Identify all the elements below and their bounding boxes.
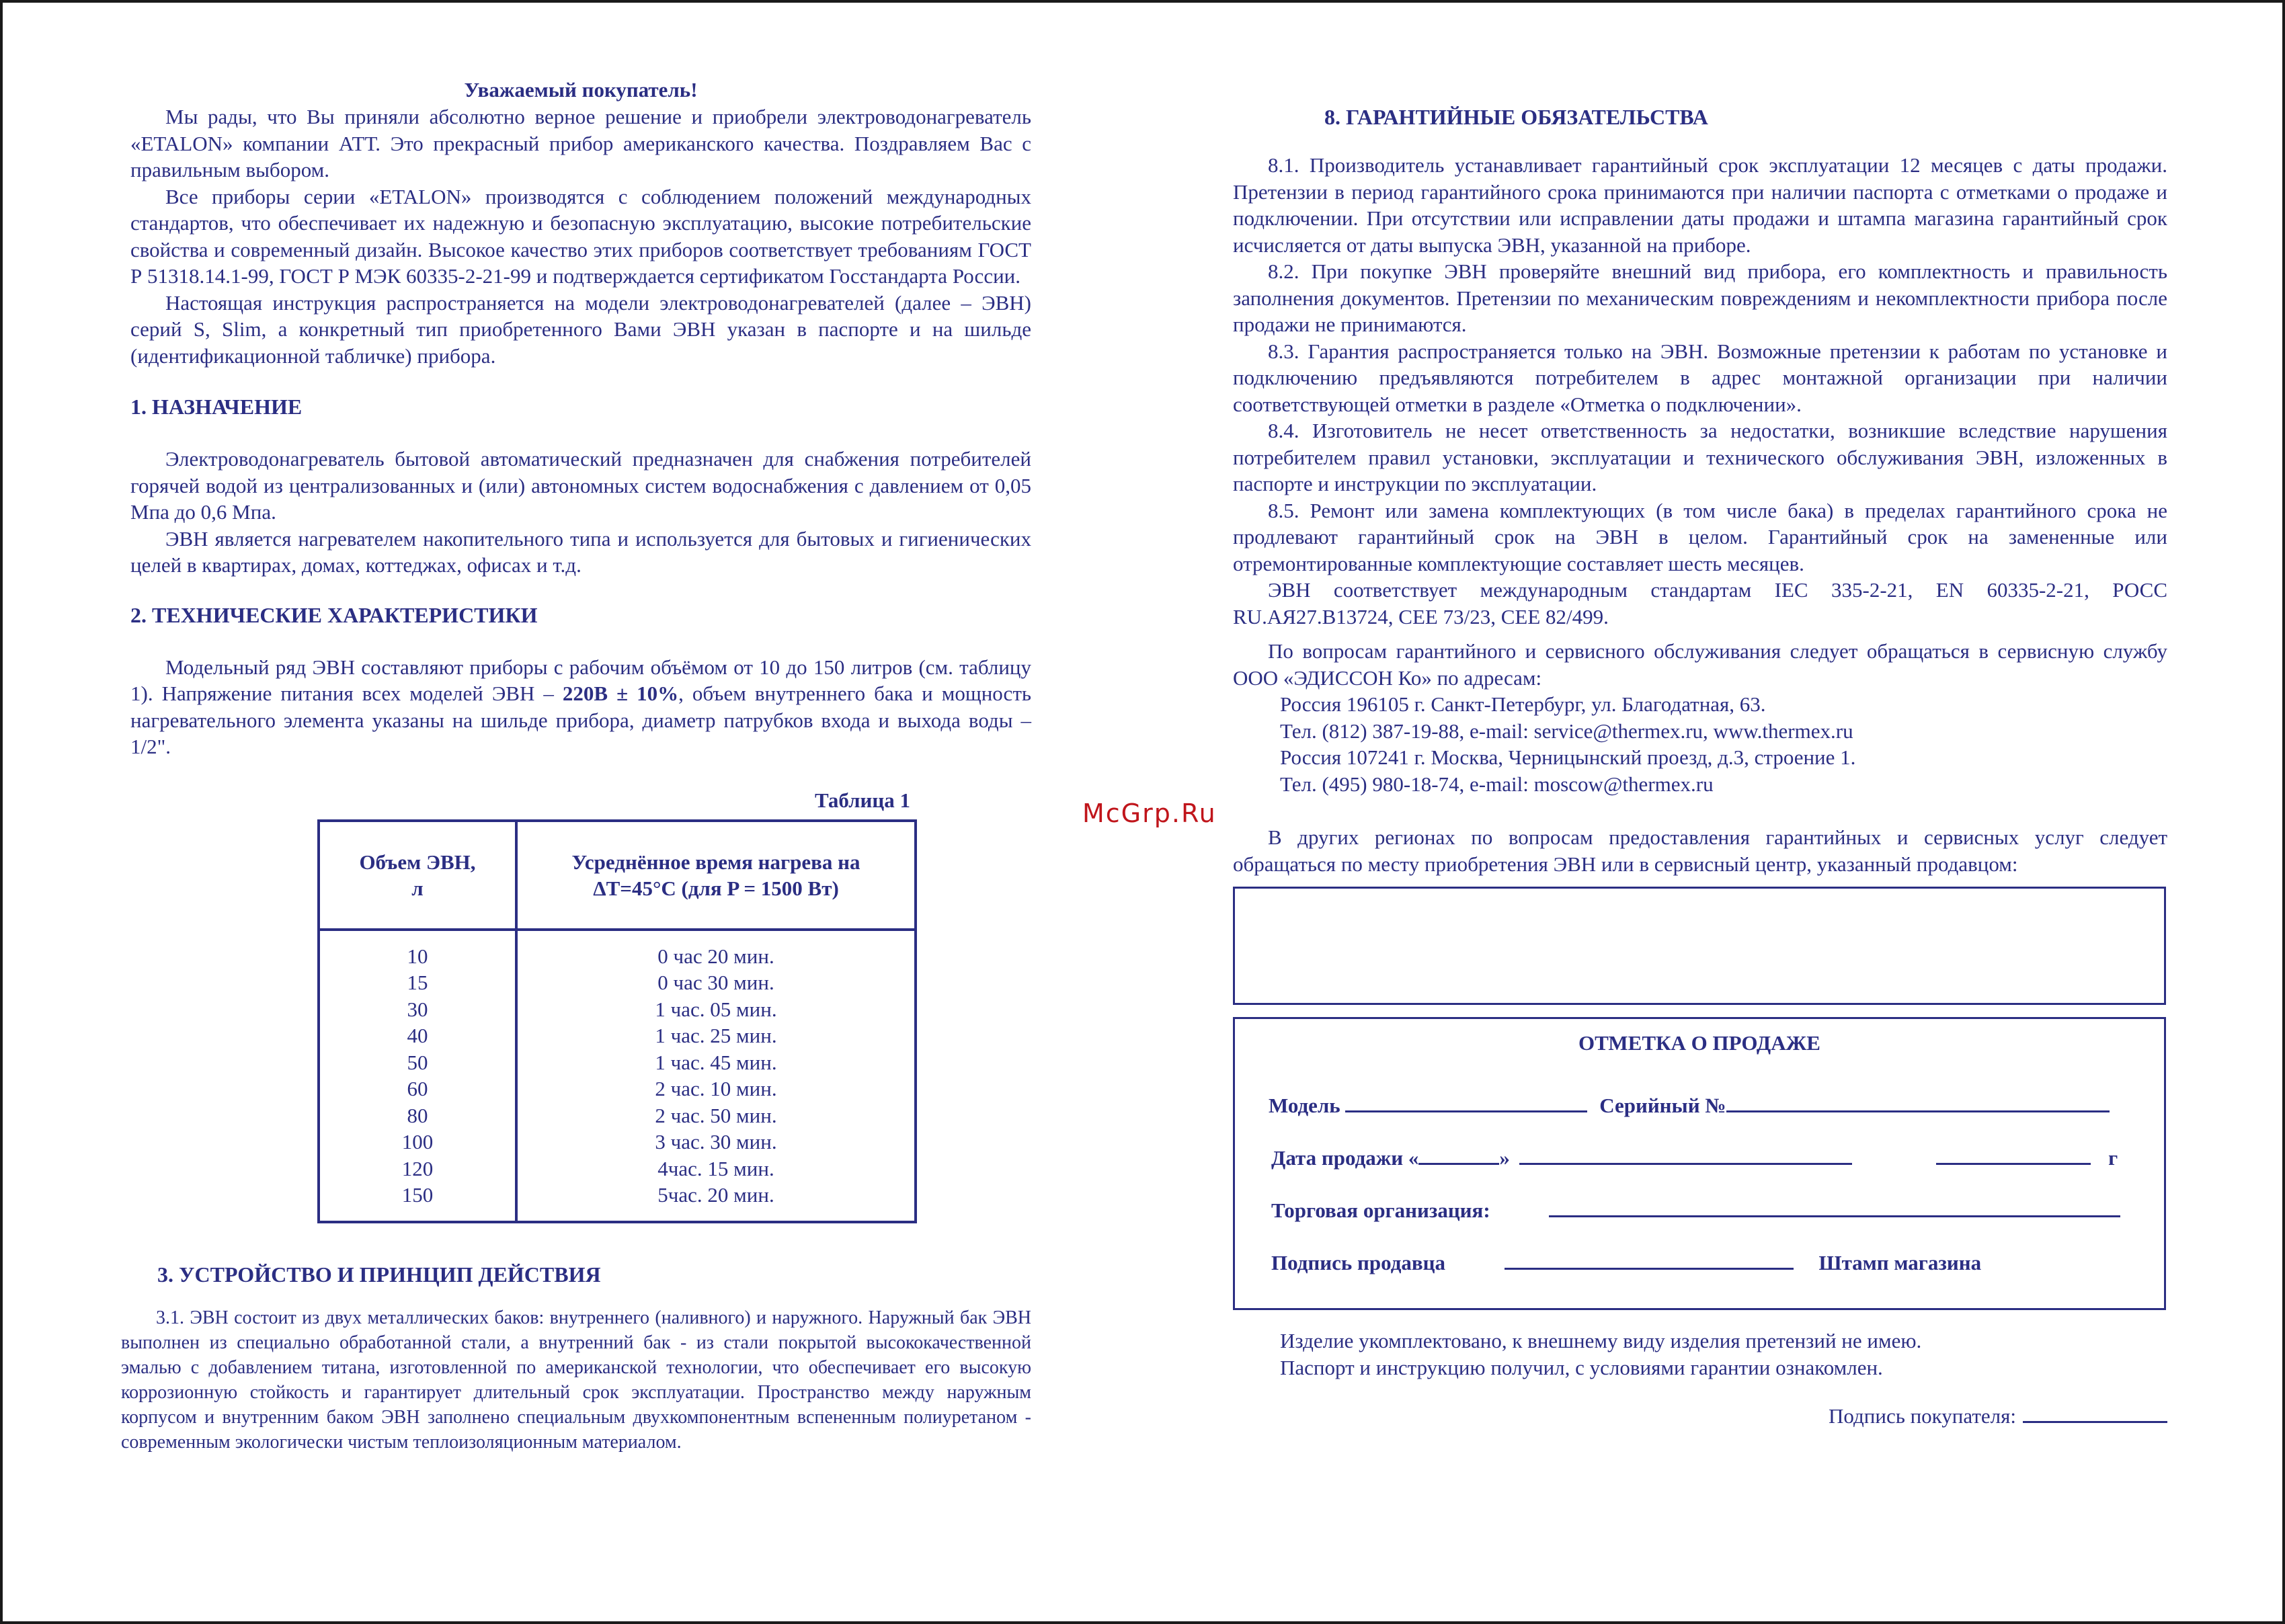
greeting-heading: Уважаемый покупатель!	[464, 78, 698, 102]
intro-paragraph-2: Все приборы серии «ETALON» производятся с соблюдением положений международных стандартов, что обеспечивает их надежную и безопасную эксплуатацию, высокие потребительские свойства и современный дизайн. Высокое качество этих приборов соответствует требованиям ГОСТ Р 51318.14.1-99, ГОСТ Р МЭК 60335-2-21-99 и подтверждается сертификатом Госстандарта России.	[130, 184, 1031, 288]
section-2-text-b: , объем внутреннего бака и мощность нагревательного элемента указаны на шильде прибора, диаметр патрубков входа и выхода воды – 1/2".	[130, 682, 1032, 758]
time-cell: 1 час. 05 мин.	[655, 997, 777, 1021]
section-2-text-a: Модельный ряд ЭВН составляют приборы с рабочим объёмом от 10 до 150 литров (см. таблицу 1). Напряжение питания всех моделей ЭВН –	[130, 655, 1031, 705]
date-label: Дата продажи «	[1271, 1146, 1419, 1170]
seller-signature-field[interactable]	[1271, 1249, 1981, 1275]
table-body-row	[319, 930, 916, 1222]
serial-line	[1726, 1092, 2110, 1112]
contacts-spb: Тел. (812) 387-19-88, e-mail: service@thermex.ru, www.thermex.ru	[1280, 719, 1853, 743]
month-line	[1519, 1144, 1852, 1165]
intro-paragraph-1: Мы рады, что Вы приняли абсолютно верное решение и приобрели электроводонагреватель «ETALON» компании АТТ. Это прекрасный прибор американского качества. Поздравляем Вас с правильным выбором.	[130, 105, 1031, 181]
section-3-title: 3. УСТРОЙСТВО И ПРИНЦИП ДЕЙСТВИЯ	[157, 1262, 601, 1287]
section-2-title: 2. ТЕХНИЧЕСКИЕ ХАРАКТЕРИСТИКИ	[130, 602, 538, 627]
date-close: »	[1499, 1146, 1510, 1170]
warranty-8-3: 8.3. Гарантия распространяется только на ЭВН. Возможные претензии к работам по установке и подключению предъявляются потребителем в адрес монтажной организации при наличии соответствующей отметки в разделе «Отметка о подключении».	[1233, 339, 2167, 416]
volume-cell: 30	[407, 997, 428, 1021]
time-cell: 4час. 15 мин.	[657, 1156, 774, 1180]
time-cell: 2 час. 50 мин.	[655, 1103, 777, 1127]
contacts-msk: Тел. (495) 980-18-74, e-mail: moscow@thermex.ru	[1280, 772, 1714, 796]
standards-paragraph: ЭВН соответствует международным стандартам IEC 335-2-21, EN 60335-2-21, РОСС RU.АЯ27.В13724, CEE 73/23, CEE 82/499.	[1233, 578, 2167, 628]
left-column	[121, 77, 1032, 1455]
volume-cell: 60	[407, 1077, 428, 1100]
volume-cell: 15	[407, 971, 428, 994]
address-spb: Россия 196105 г. Санкт-Петербург, ул. Благодатная, 63.	[1280, 692, 1766, 716]
warranty-8-5: 8.5. Ремонт или замена комплектующих (в том числе бака) в пределах гарантийного срока не продлевают гарантийный срок на ЭВН в целом. Гарантийный срок на замененные или отремонтированные комплектующие составляет шесть месяцев.	[1233, 498, 2167, 575]
year-label: г	[2108, 1146, 2118, 1170]
voltage-value: 220В ± 10%	[562, 682, 679, 705]
buyer-signature-line	[2023, 1402, 2167, 1423]
table-header-row	[319, 821, 916, 930]
address-msk: Россия 107241 г. Москва, Черницынский проезд, д.3, строение 1.	[1280, 745, 1856, 769]
section-1-paragraph-1: Электроводонагреватель бытовой автоматический предназначен для снабжения потребителей горячей водой из централизованных и (или) автономных систем водоснабжения с давлением от 0,05 Мпа до 0,6 Мпа.	[130, 447, 1031, 524]
time-cell: 1 час. 45 мин.	[655, 1050, 777, 1074]
heating-time-table	[317, 819, 917, 1223]
sale-date-field[interactable]	[1271, 1144, 2118, 1170]
volume-cell: 50	[407, 1050, 428, 1074]
completeness-statement-2: Паспорт и инструкцию получил, с условиями гарантии ознакомлен.	[1280, 1355, 1883, 1379]
volume-cell: 100	[401, 1130, 434, 1153]
section-2-paragraph	[130, 654, 1031, 760]
section-3-paragraph: 3.1. ЭВН состоит из двух металлических баков: внутреннего (наливного) и наружного. Наружный бак ЭВН выполнен из специально обработанной стали, а внутренний бак - из стали покрытой высококачественной эмалью с добавлением титана, изготовленной по американской технологии, что обеспечивает его высокую коррозионную стойкость и гарантирует длительный срок эксплуатации. Пространство между наружным корпусом и внутренним баком ЭВН заполнено специальным двухкомпонентным вспененным полиуретаном - современным экологически чистым теплоизоляционным материалом.	[121, 1307, 1031, 1453]
model-label: Модель	[1269, 1094, 1340, 1117]
warranty-8-2: 8.2. При покупке ЭВН проверяйте внешний вид прибора, его комплектность и правильность заполнения документов. Претензии по механическим повреждениям и некомплектности прибора после продажи не принимаются.	[1233, 259, 2167, 336]
serial-label: Серийный №	[1599, 1094, 1726, 1117]
day-line	[1418, 1144, 1499, 1165]
section-1-title: 1. НАЗНАЧЕНИЕ	[130, 395, 303, 419]
time-cell: 0 час 30 мин.	[657, 971, 774, 994]
table-header-time	[516, 821, 916, 930]
volume-cell: 150	[401, 1183, 434, 1207]
intro-paragraph-3: Настоящая инструкция распространяется на модели электроводонагревателей (далее – ЭВН) серий S, Slim, а конкретный тип приобретенного Вами ЭВН указан в паспорте и на шильде (идентификационной табличке) прибора.	[130, 290, 1031, 368]
seller-stamp-box[interactable]	[1233, 887, 2166, 1005]
header-volume-line-2: л	[411, 876, 424, 900]
volume-cell: 80	[407, 1103, 428, 1127]
section-8-title: 8. ГАРАНТИЙНЫЕ ОБЯЗАТЕЛЬСТВА	[1324, 105, 1708, 129]
time-column	[516, 930, 916, 1222]
seller-signature-line	[1505, 1249, 1794, 1270]
model-line	[1345, 1092, 1587, 1112]
buyer-signature-label: Подпись покупателя:	[1829, 1404, 2016, 1428]
header-volume-line-1: Объем ЭВН,	[359, 850, 476, 874]
section-1-paragraph-2: ЭВН является нагревателем накопительного типа и используется для бытовых и гигиенических целей в квартирах, домах, коттеджах, офисах и т.д.	[130, 526, 1031, 577]
volume-column	[319, 930, 516, 1222]
service-intro: По вопросам гарантийного и сервисного обслуживания следует обращаться в сервисную службу ООО «ЭДИССОН Ко» по адресам:	[1233, 639, 2167, 690]
year-line	[1936, 1144, 2091, 1165]
right-column	[1233, 104, 2167, 1428]
trade-org-field[interactable]	[1271, 1196, 2120, 1223]
sale-mark-box	[1233, 1017, 2166, 1310]
seller-signature-label: Подпись продавца	[1271, 1251, 1446, 1274]
volume-cell: 10	[407, 944, 428, 968]
sale-mark-title: ОТМЕТКА О ПРОДАЖЕ	[1578, 1031, 1820, 1055]
header-time-line-2: ΔT=45°C (для P = 1500 Вт)	[593, 876, 839, 900]
shop-stamp-label: Штамп магазина	[1818, 1251, 1982, 1274]
table-header-volume	[319, 821, 516, 930]
warranty-8-1: 8.1. Производитель устанавливает гарантийный срок эксплуатации 12 месяцев с даты продажи. Претензии в период гарантийного срока принимаются при наличии паспорта с отметками о продаже и подключении. При отсутствии или исправлении даты продажи и штампа магазина гарантийный срок исчисляется от даты выпуска ЭВН, указанной на приборе.	[1233, 153, 2167, 257]
model-field[interactable]	[1269, 1092, 2110, 1118]
table-caption: Таблица 1	[815, 788, 910, 812]
completeness-statement-1: Изделие укомплектовано, к внешнему виду изделия претензий не имею.	[1280, 1329, 1922, 1352]
trade-org-line	[1549, 1196, 2120, 1217]
time-cell: 0 час 20 мин.	[657, 944, 774, 968]
volume-cell: 40	[407, 1024, 428, 1047]
watermark: McGrp.Ru	[1082, 799, 1217, 828]
volume-cell: 120	[401, 1156, 434, 1180]
warranty-8-4: 8.4. Изготовитель не несет ответственность за недостатки, возникшие вследствие нарушения потребителем правил установки, эксплуатации и технического обслуживания ЭВН, изложенных в паспорте и инструкции по эксплуатации.	[1233, 419, 2167, 495]
time-cell: 3 час. 30 мин.	[655, 1130, 777, 1153]
trade-org-label: Торговая организация:	[1271, 1199, 1490, 1222]
time-cell: 1 час. 25 мин.	[655, 1024, 777, 1047]
regions-paragraph: В других регионах по вопросам предоставления гарантийных и сервисных услуг следует обращаться по месту приобретения ЭВН или в сервисный центр, указанный продавцом:	[1233, 825, 2167, 876]
time-cell: 2 час. 10 мин.	[655, 1077, 777, 1100]
time-cell: 5час. 20 мин.	[657, 1183, 774, 1207]
buyer-signature-field[interactable]	[1233, 1402, 2167, 1428]
header-time-line-1: Усреднённое время нагрева на	[571, 850, 860, 874]
